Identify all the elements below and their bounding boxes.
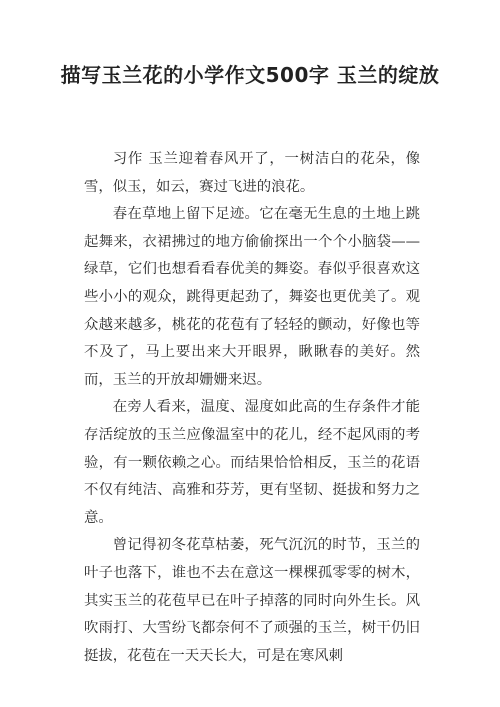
paragraph: 春在草地上留下足迹。它在毫无生息的土地上跳起舞来，衣裙拂过的地方偷偷探出一个个小脑袋——绿草，它们也想看看春优美的舞姿。春似乎很喜欢这些小小的观众，跳得更起劲了，舞姿也更优美了。观众越来越多，桃花的花苞有了轻轻的颤动，好像也等不及了，马上要出来大开眼界，瞅瞅春的美好。然而，玉兰的开放却姗姗来迟。 (84, 206, 420, 388)
paragraph: 曾记得初冬花草枯萎，死气沉沉的时节，玉兰的叶子也落下，谁也不去在意这一棵棵孤零零的树木，其实玉兰的花苞早已在叶子掉落的同时向外生长。风吹雨打、大雪纷飞都奈何不了顽强的玉兰，树干仍旧挺拔，花苞在一天天长大，可是在寒风刺 (84, 537, 420, 664)
paragraph: 习作 玉兰迎着春风开了，一树洁白的花朵，像雪，似玉，如云，赛过飞进的浪花。 (84, 151, 420, 195)
document-body (84, 146, 420, 670)
document-title: 描写玉兰花的小学作文500字 玉兰的绽放 (60, 63, 440, 87)
paragraph: 在旁人看来，温度、湿度如此高的生存条件才能存活绽放的玉兰应像温室中的花儿，经不起风雨的考验，有一颗依赖之心。而结果恰恰相反，玉兰的花语不仅有纯洁、高雅和芬芳，更有坚韧、挺拔和努力之意。 (84, 399, 420, 526)
